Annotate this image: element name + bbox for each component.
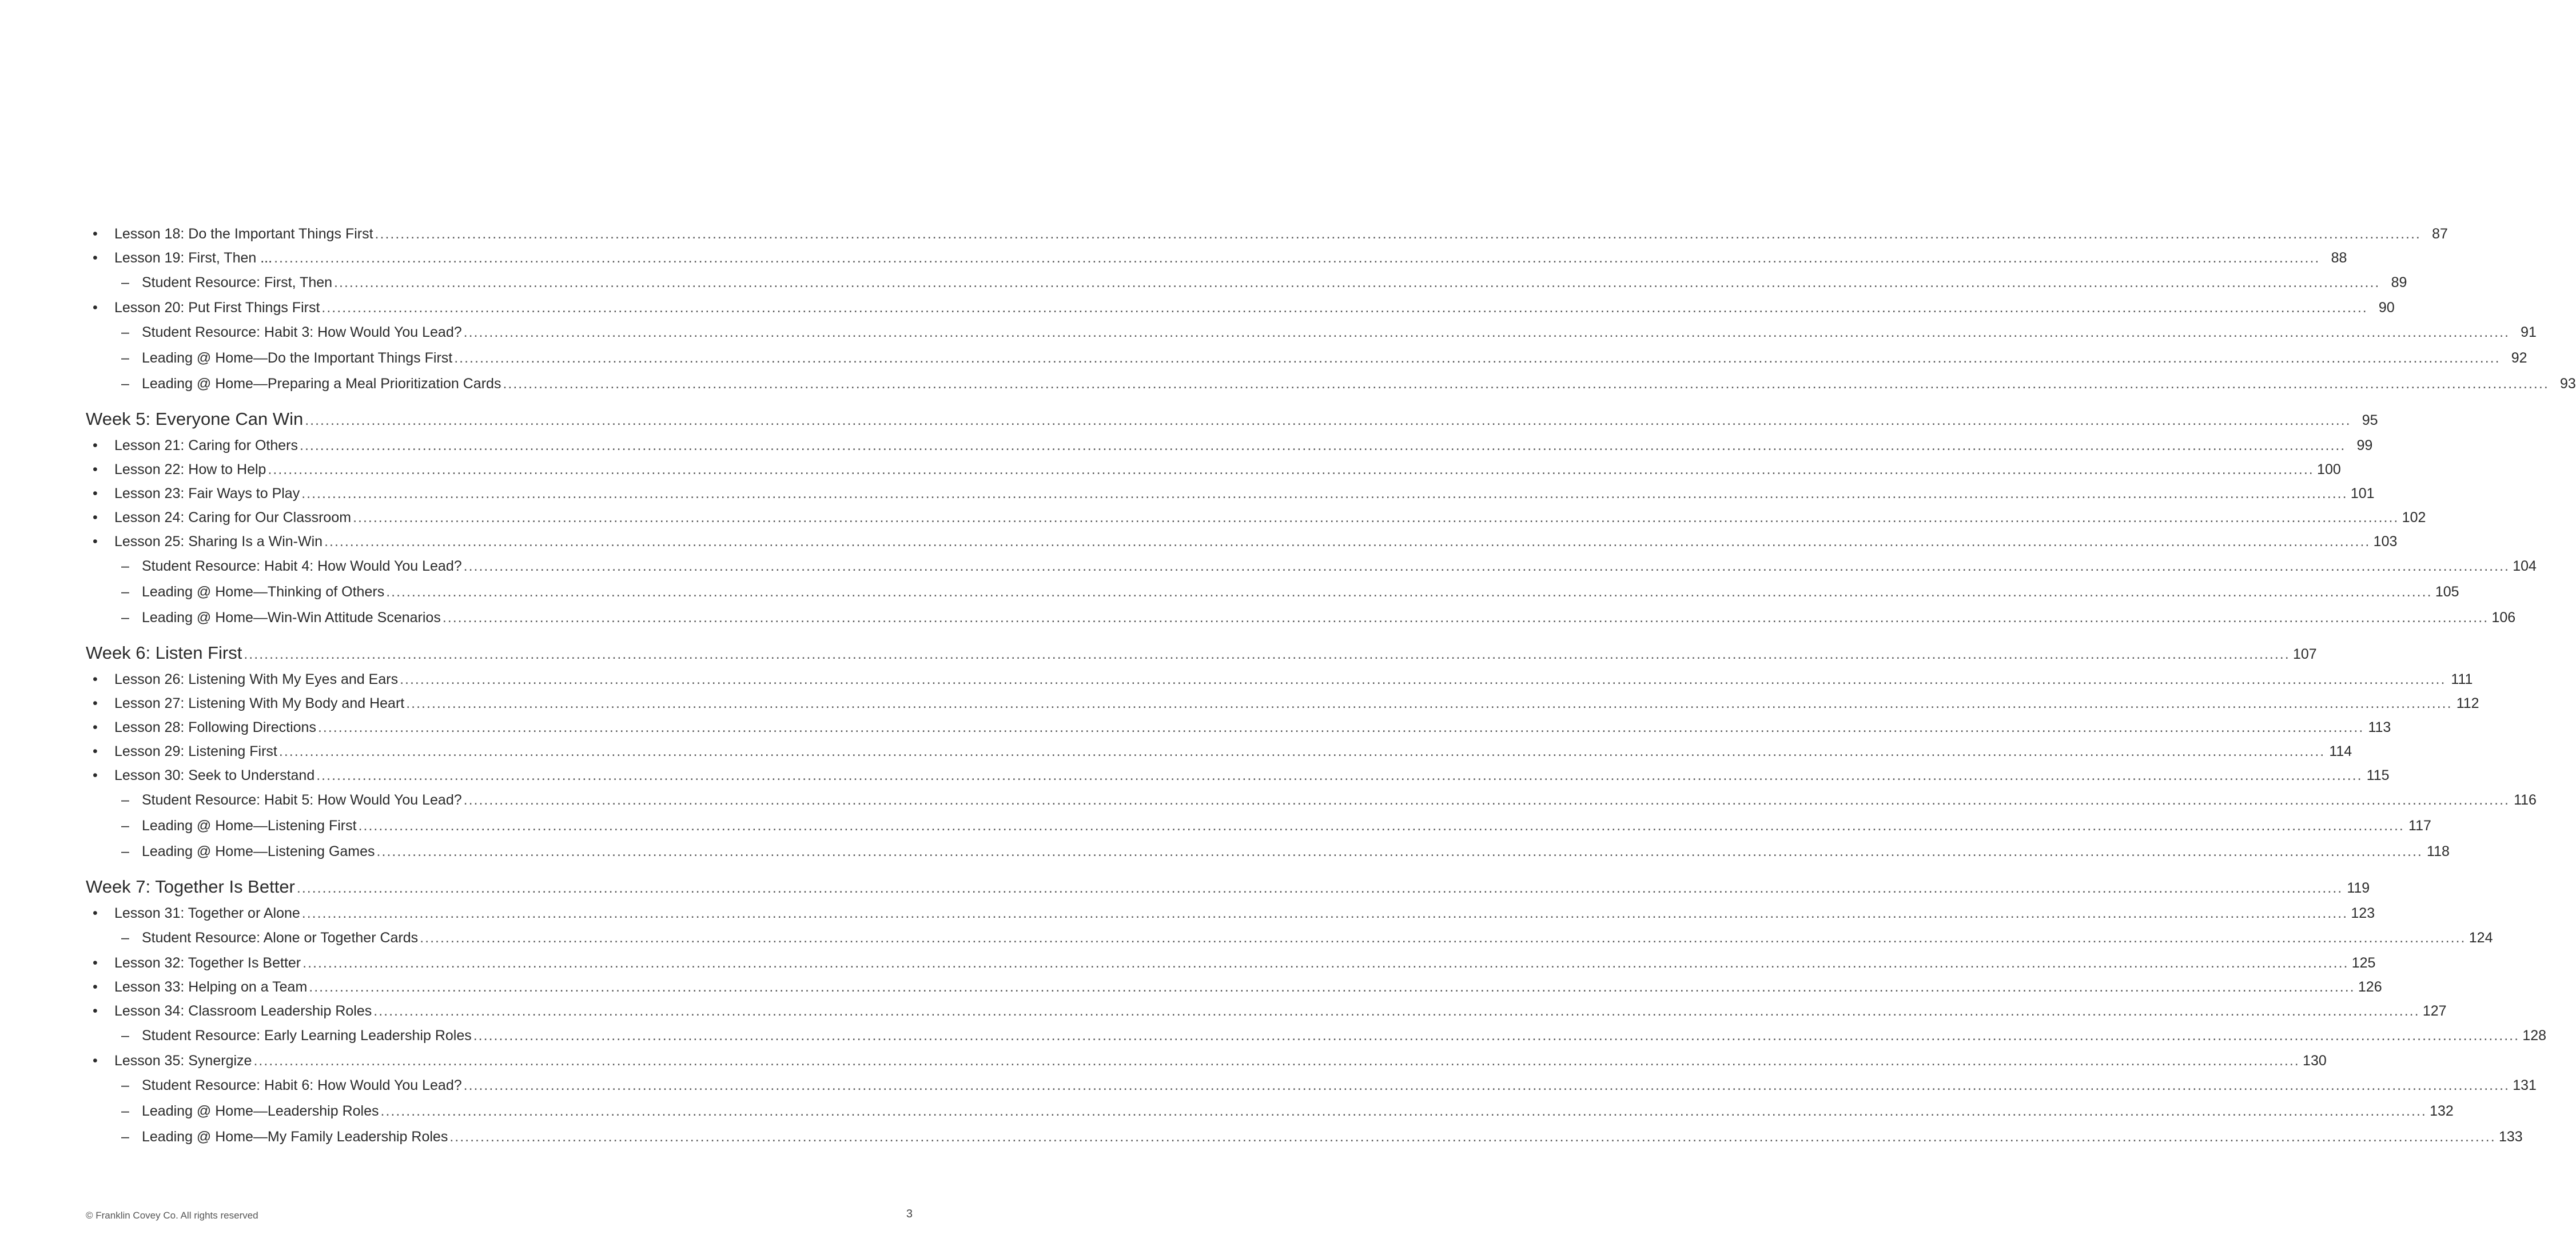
toc-sub-entry [86, 554, 2537, 579]
toc-entry-title: Lesson 18: Do the Important Things First [114, 226, 373, 242]
toc-entry-title: Lesson 32: Together Is Better [114, 955, 301, 971]
dot-leader: ................................................................................................................................................................................................................................................................................................................................................................................................................ [278, 743, 2326, 759]
toc-entry-title: Week 5: Everyone Can Win [86, 409, 304, 429]
toc-entry-title: Lesson 26: Listening With My Eyes and Ears [114, 671, 399, 687]
toc-sub-entry [86, 787, 2537, 813]
toc-page-number: 102 [2402, 509, 2426, 526]
toc-page-number: 103 [2373, 534, 2398, 550]
toc-page-number: 88 [2331, 250, 2347, 266]
bullet-marker: • [93, 437, 98, 453]
toc-page-number: 118 [2427, 843, 2450, 859]
toc-sub-entry [86, 813, 2431, 839]
toc-entry-title: Lesson 30: Seek to Understand [114, 767, 315, 783]
toc-page-number: 132 [2430, 1103, 2454, 1119]
dash-marker: – [121, 324, 129, 340]
toc-entry-title: Week 6: Listen First [86, 643, 242, 663]
toc-sub-entry [86, 1073, 2537, 1098]
toc-entry-title: Student Resource: Habit 4: How Would You Lead? [142, 558, 462, 574]
bullet-marker: • [93, 534, 98, 550]
toc-entry-title: Student Resource: First, Then [142, 274, 333, 290]
dot-leader: ................................................................................................................................................................................................................................................................................................................................................................................................................ [473, 1028, 2520, 1044]
toc-entry-title: Leading @ Home—Listening First [142, 818, 357, 834]
toc-page-number: 130 [2303, 1053, 2327, 1069]
toc-entry-title: Student Resource: Habit 3: How Would You Lead? [142, 324, 462, 340]
toc-lesson-entry [86, 901, 2375, 925]
toc-page-number: 123 [2351, 905, 2375, 921]
dot-leader: ................................................................................................................................................................................................................................................................................................................................................................................................................ [300, 437, 2346, 453]
dot-leader: ................................................................................................................................................................................................................................................................................................................................................................................................................ [321, 300, 2368, 316]
dot-leader: ................................................................................................................................................................................................................................................................................................................................................................................................................ [324, 534, 2371, 550]
toc-sub-entry [86, 925, 2493, 951]
dash-marker: – [121, 1077, 129, 1093]
toc-sub-entry [86, 345, 2527, 371]
toc-lesson-entry [86, 222, 2448, 246]
bullet-marker: • [93, 250, 98, 266]
toc-sub-entry [86, 839, 2450, 865]
toc-week-heading [86, 639, 2317, 667]
dot-leader: ................................................................................................................................................................................................................................................................................................................................................................................................................ [400, 671, 2446, 687]
toc-entry-title: Lesson 33: Helping on a Team [114, 979, 308, 995]
dash-marker: – [121, 610, 129, 626]
toc-page-number: 125 [2351, 955, 2376, 971]
dot-leader: ................................................................................................................................................................................................................................................................................................................................................................................................................ [503, 376, 2549, 392]
bullet-marker: • [93, 743, 98, 759]
toc-page-number: 100 [2317, 461, 2341, 477]
toc-lesson-entry [86, 530, 2398, 554]
toc-page-number: 126 [2358, 979, 2382, 995]
toc-sub-entry [86, 605, 2516, 631]
toc-lesson-entry [86, 999, 2447, 1023]
toc-page-number: 92 [2511, 350, 2527, 366]
toc-page-number: 105 [2435, 584, 2459, 600]
toc-sub-entry [86, 1098, 2454, 1124]
dot-leader: ................................................................................................................................................................................................................................................................................................................................................................................................................ [373, 1003, 2420, 1019]
dot-leader: ................................................................................................................................................................................................................................................................................................................................................................................................................ [375, 226, 2421, 242]
toc-sub-entry [86, 579, 2459, 605]
dot-leader: ................................................................................................................................................................................................................................................................................................................................................................................................................ [301, 485, 2348, 501]
toc-lesson-entry [86, 505, 2426, 530]
dot-leader: ................................................................................................................................................................................................................................................................................................................................................................................................................ [296, 880, 2343, 896]
dot-leader: ................................................................................................................................................................................................................................................................................................................................................................................................................ [386, 584, 2432, 600]
toc-page-number: 93 [2559, 376, 2576, 392]
bullet-marker: • [93, 719, 98, 735]
footer-copyright: © Franklin Covey Co. All rights reserved [86, 1210, 258, 1221]
toc-page-number: 99 [2356, 437, 2373, 453]
toc-page-number: 107 [2292, 646, 2317, 662]
bullet-marker: • [93, 979, 98, 995]
dash-marker: – [121, 930, 129, 946]
dot-leader: ................................................................................................................................................................................................................................................................................................................................................................................................................ [316, 767, 2363, 783]
bullet-marker: • [93, 485, 98, 501]
toc-page-number: 104 [2513, 558, 2537, 574]
bullet-marker: • [93, 767, 98, 783]
dot-leader: ................................................................................................................................................................................................................................................................................................................................................................................................................ [301, 905, 2348, 921]
toc-entry-title: Lesson 19: First, Then ... [114, 250, 273, 266]
toc-entry-title: Lesson 29: Listening First [114, 743, 277, 759]
bullet-marker: • [93, 300, 98, 316]
bullet-marker: • [93, 226, 98, 242]
dot-leader: ................................................................................................................................................................................................................................................................................................................................................................................................................ [376, 843, 2423, 859]
toc-lesson-entry [86, 246, 2347, 270]
toc-entry-title: Lesson 20: Put First Things First [114, 300, 320, 316]
dash-marker: – [121, 584, 129, 600]
toc-lesson-entry [86, 667, 2473, 691]
bullet-marker: • [93, 671, 98, 687]
toc-page-number: 116 [2514, 792, 2537, 808]
toc-page-number: 89 [2391, 274, 2407, 290]
dash-marker: – [121, 1028, 129, 1044]
toc-page-number: 117 [2408, 818, 2431, 834]
table-of-contents [86, 222, 2576, 1150]
toc-entry-title: Leading @ Home—Do the Important Things First [142, 350, 453, 366]
dot-leader: ................................................................................................................................................................................................................................................................................................................................................................................................................ [406, 695, 2452, 711]
dash-marker: – [121, 558, 129, 574]
toc-entry-title: Lesson 27: Listening With My Body and Heart [114, 695, 405, 711]
toc-page-number: 101 [2350, 485, 2375, 501]
toc-lesson-entry [86, 691, 2479, 715]
toc-page-number: 115 [2366, 767, 2390, 783]
toc-page-number: 87 [2432, 226, 2448, 242]
dot-leader: ................................................................................................................................................................................................................................................................................................................................................................................................................ [463, 558, 2510, 574]
toc-entry-title: Lesson 22: How to Help [114, 461, 266, 477]
toc-page-number: 128 [2522, 1028, 2547, 1044]
toc-page-number: 106 [2491, 610, 2516, 626]
bullet-marker: • [93, 509, 98, 526]
toc-entry-title: Lesson 35: Synergize [114, 1053, 252, 1069]
toc-page-number: 95 [2362, 412, 2378, 428]
dash-marker: – [121, 350, 129, 366]
toc-page-number: 111 [2451, 671, 2473, 687]
dot-leader: ................................................................................................................................................................................................................................................................................................................................................................................................................ [309, 979, 2355, 995]
dot-leader: ................................................................................................................................................................................................................................................................................................................................................................................................................ [380, 1103, 2427, 1119]
toc-page-number: 91 [2521, 324, 2537, 340]
footer-page-number: 3 [906, 1208, 913, 1220]
toc-page-number: 131 [2513, 1077, 2537, 1093]
toc-entry-title: Lesson 28: Following Directions [114, 719, 316, 735]
toc-lesson-entry [86, 951, 2376, 975]
toc-entry-title: Student Resource: Alone or Together Cards [142, 930, 419, 946]
toc-entry-title: Lesson 31: Together or Alone [114, 905, 300, 921]
dot-leader: ................................................................................................................................................................................................................................................................................................................................................................................................................ [463, 792, 2510, 808]
dash-marker: – [121, 1129, 129, 1145]
toc-entry-title: Lesson 24: Caring for Our Classroom [114, 509, 352, 526]
dot-leader: ................................................................................................................................................................................................................................................................................................................................................................................................................ [442, 610, 2489, 626]
toc-lesson-entry [86, 739, 2352, 763]
toc-lesson-entry [86, 433, 2373, 457]
toc-entry-title: Leading @ Home—Listening Games [142, 843, 375, 859]
dot-leader: ................................................................................................................................................................................................................................................................................................................................................................................................................ [463, 1077, 2510, 1093]
toc-sub-entry [86, 1023, 2547, 1049]
toc-page-number: 124 [2468, 930, 2493, 946]
toc-lesson-entry [86, 1049, 2327, 1073]
toc-entry-title: Student Resource: Habit 5: How Would You Lead? [142, 792, 462, 808]
toc-page-number: 133 [2498, 1129, 2523, 1145]
toc-entry-title: Lesson 23: Fair Ways to Play [114, 485, 300, 501]
toc-page-number: 127 [2422, 1003, 2447, 1019]
toc-sub-entry [86, 320, 2537, 345]
dash-marker: – [121, 818, 129, 834]
dash-marker: – [121, 843, 129, 859]
toc-lesson-entry [86, 296, 2395, 320]
dot-leader: ................................................................................................................................................................................................................................................................................................................................................................................................................ [358, 818, 2404, 834]
bullet-marker: • [93, 1053, 98, 1069]
toc-entry-title: Student Resource: Habit 6: How Would You Lead? [142, 1077, 462, 1093]
bullet-marker: • [93, 461, 98, 477]
toc-lesson-entry [86, 975, 2382, 999]
dot-leader: ................................................................................................................................................................................................................................................................................................................................................................................................................ [274, 250, 2320, 266]
toc-entry-title: Lesson 34: Classroom Leadership Roles [114, 1003, 372, 1019]
dot-leader: ................................................................................................................................................................................................................................................................................................................................................................................................................ [268, 461, 2314, 477]
dot-leader: ................................................................................................................................................................................................................................................................................................................................................................................................................ [353, 509, 2399, 526]
dash-marker: – [121, 792, 129, 808]
dash-marker: – [121, 376, 129, 392]
toc-entry-title: Leading @ Home—Thinking of Others [142, 584, 385, 600]
dash-marker: – [121, 274, 129, 290]
toc-page-number: 113 [2368, 719, 2391, 735]
toc-page-number: 90 [2378, 300, 2395, 316]
bullet-marker: • [93, 695, 98, 711]
dot-leader: ................................................................................................................................................................................................................................................................................................................................................................................................................ [334, 274, 2380, 290]
toc-sub-entry [86, 270, 2407, 296]
dot-leader: ................................................................................................................................................................................................................................................................................................................................................................................................................ [449, 1129, 2496, 1145]
toc-page-number: 112 [2456, 695, 2479, 711]
toc-lesson-entry [86, 763, 2390, 787]
toc-lesson-entry [86, 481, 2375, 505]
dot-leader: ................................................................................................................................................................................................................................................................................................................................................................................................................ [454, 350, 2501, 366]
toc-entry-title: Week 7: Together Is Better [86, 877, 295, 897]
toc-lesson-entry [86, 715, 2391, 739]
dot-leader: ................................................................................................................................................................................................................................................................................................................................................................................................................ [420, 930, 2466, 946]
toc-entry-title: Leading @ Home—Preparing a Meal Prioritization Cards [142, 376, 501, 392]
toc-week-heading [86, 405, 2378, 433]
toc-entry-title: Student Resource: Early Learning Leadership Roles [142, 1028, 472, 1044]
toc-entry-title: Leading @ Home—My Family Leadership Roles [142, 1129, 448, 1145]
dot-leader: ................................................................................................................................................................................................................................................................................................................................................................................................................ [302, 955, 2349, 971]
toc-sub-entry [86, 371, 2576, 397]
bullet-marker: • [93, 955, 98, 971]
toc-entry-title: Leading @ Home—Leadership Roles [142, 1103, 379, 1119]
toc-sub-entry [86, 1124, 2523, 1150]
dot-leader: ................................................................................................................................................................................................................................................................................................................................................................................................................ [305, 412, 2351, 428]
toc-entry-title: Leading @ Home—Win-Win Attitude Scenarios [142, 610, 441, 626]
dot-leader: ................................................................................................................................................................................................................................................................................................................................................................................................................ [317, 719, 2364, 735]
bullet-marker: • [93, 905, 98, 921]
dot-leader: ................................................................................................................................................................................................................................................................................................................................................................................................................ [463, 324, 2510, 340]
toc-page-number: 119 [2347, 880, 2370, 896]
bullet-marker: • [93, 1003, 98, 1019]
dash-marker: – [121, 1103, 129, 1119]
toc-lesson-entry [86, 457, 2341, 481]
toc-entry-title: Lesson 25: Sharing Is a Win-Win [114, 534, 323, 550]
toc-week-heading [86, 873, 2370, 901]
toc-entry-title: Lesson 21: Caring for Others [114, 437, 298, 453]
dot-leader: ................................................................................................................................................................................................................................................................................................................................................................................................................ [244, 646, 2290, 662]
dot-leader: ................................................................................................................................................................................................................................................................................................................................................................................................................ [253, 1053, 2300, 1069]
toc-page-number: 114 [2329, 743, 2352, 759]
